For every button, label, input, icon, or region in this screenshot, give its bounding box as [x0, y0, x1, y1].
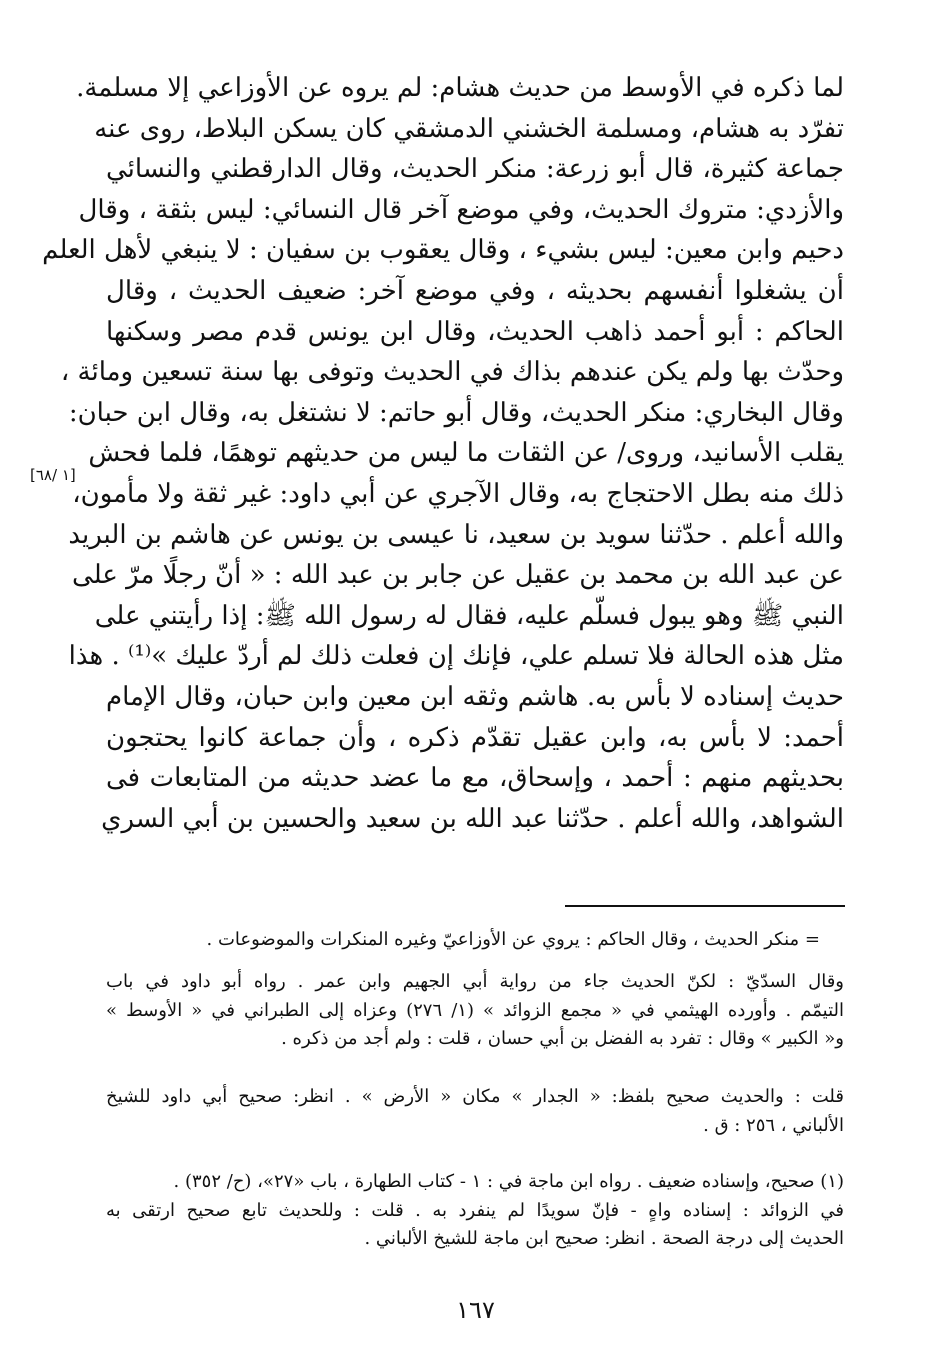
body-line: أن يشغلوا أنفسهم بحديثه ، وفي موضع آخر: ضعيف الحديث ، وقال: [106, 275, 844, 306]
footnote-paragraph: [106, 968, 844, 1054]
footnote-line: وقال السدّيّ : لكنّ الحديث جاء من رواية أبي الجهيم وابن عمر . رواه أبو داود في باب: [106, 971, 844, 992]
footnote-line: في الزوائد : إسناده واهٍ - فإنّ سويدًا لم ينفرد به . قلت : وللحديث تابع صحيح ارتقى به: [106, 1199, 844, 1221]
body-line: وقال البخاري: منكر الحديث، وقال أبو حاتم: لا نشتغل به، وقال ابن حبان:: [68, 397, 844, 428]
body-line: جماعة كثيرة، قال أبو زرعة: منكر الحديث، وقال الدارقطني والنسائي: [106, 154, 844, 185]
manuscript-folio-reference: [١ /٦٨]: [30, 466, 76, 484]
footnote-continuation: [106, 926, 844, 955]
footnote-paragraph: [106, 1083, 844, 1140]
body-line: عن عبد الله بن محمد بن عقيل عن جابر بن عبد الله : « أنّ رجلًا مرّ على: [72, 560, 844, 591]
footnote-line: = منكر الحديث ، وقال الحاكم : يروي عن الأوزاعيّ وغيره المنكرات والموضوعات .: [206, 929, 820, 950]
body-line: وحدّث بها ولم يكن عندهم بذاك في الحديث وتوفى بها سنة تسعين ومائة ،: [60, 357, 844, 388]
body-line: والله أعلم . حدّثنا سويد بن سعيد، نا عيسى بن يونس عن هاشم بن البريد: [68, 519, 844, 550]
body-line: حديث إسناده لا بأس به. هاشم وثقه ابن معين وابن حبان، وقال الإمام: [106, 681, 844, 712]
footnote-line: الحديث إلى درجة الصحة . انظر: صحيح ابن ماجة للشيخ الألباني .: [364, 1228, 844, 1249]
footnote-1: [106, 1168, 844, 1254]
body-line: النبي ﷺ وهو يبول فسلّم عليه، فقال له رسول الله ﷺ: إذا رأيتني على: [94, 600, 844, 631]
body-line: الشواهد، والله أعلم . حدّثنا عبد الله بن سعيد والحسين بن أبي السري: [101, 803, 844, 834]
footnote-line: و« الكبير » وقال : تفرد به الفضل بن أبي حسان ، قلت : ولم أجد من ذكره .: [281, 1028, 844, 1049]
body-line: يقلب الأسانيد، وروى/ عن الثقات ما ليس من حديثهم توهمًا، فلما فحش: [88, 438, 844, 469]
body-line: والأزدي: متروك الحديث، وفي موضع آخر قال النسائي: ليس بثقة ، وقال: [78, 194, 844, 225]
body-line: لما ذكره في الأوسط من حديث هشام: لم يروه عن الأوزاعي إلا مسلمة.: [76, 73, 844, 103]
body-line: بحديثهم منهم : أحمد ، وإسحاق، مع ما عضد حديثه من المتابعات فى: [106, 763, 844, 794]
body-line: أحمد: لا بأس به، وابن عقيل تقدّم ذكره ، وأن جماعة كانوا يحتجون: [106, 722, 844, 753]
footnote-line: التيمّم . وأورده الهيثمي في « مجمع الزوائد » (١/ ٢٧٦) وعزاه إلى الطبراني في « الأوسط »: [106, 999, 844, 1021]
body-line: الحاكم : أبو أحمد ذاهب الحديث، وقال ابن يونس قدم مصر وسكنها: [106, 316, 844, 347]
body-line: تفرّد به هشام، ومسلمة الخشني الدمشقي كان يسكن البلاط، روى عنه: [94, 113, 844, 144]
body-line: دحيم وابن معين: ليس بشيء ، وقال يعقوب بن سفيان : لا ينبغي لأهل العلم: [42, 235, 844, 266]
footnote-line: قلت : والحديث صحيح بلفظ: « الجدار » مكان « الأرض » . انظر: صحيح أبي داود للشيخ: [106, 1086, 844, 1107]
page-number: ١٦٧: [456, 1296, 495, 1324]
footnote-line: الألباني ، ٢٥٦ : ق .: [703, 1114, 844, 1136]
footnote-separator: [565, 905, 845, 907]
footnote-line: (١) صحيح، وإسناده ضعيف . رواه ابن ماجة في : ١ - كتاب الطهارة ، باب «٢٧»، (ح/ ٣٥٢) .: [173, 1171, 844, 1192]
body-line: مثل هذه الحالة فلا تسلم علي، فإنك إن فعلت ذلك لم أردّ عليك »⁽¹⁾ . هذا: [68, 641, 844, 672]
body-line: ذلك منه بطل الاحتجاج به، وقال الآجري عن أبي داود: غير ثقة ولا مأمون،: [72, 478, 844, 509]
